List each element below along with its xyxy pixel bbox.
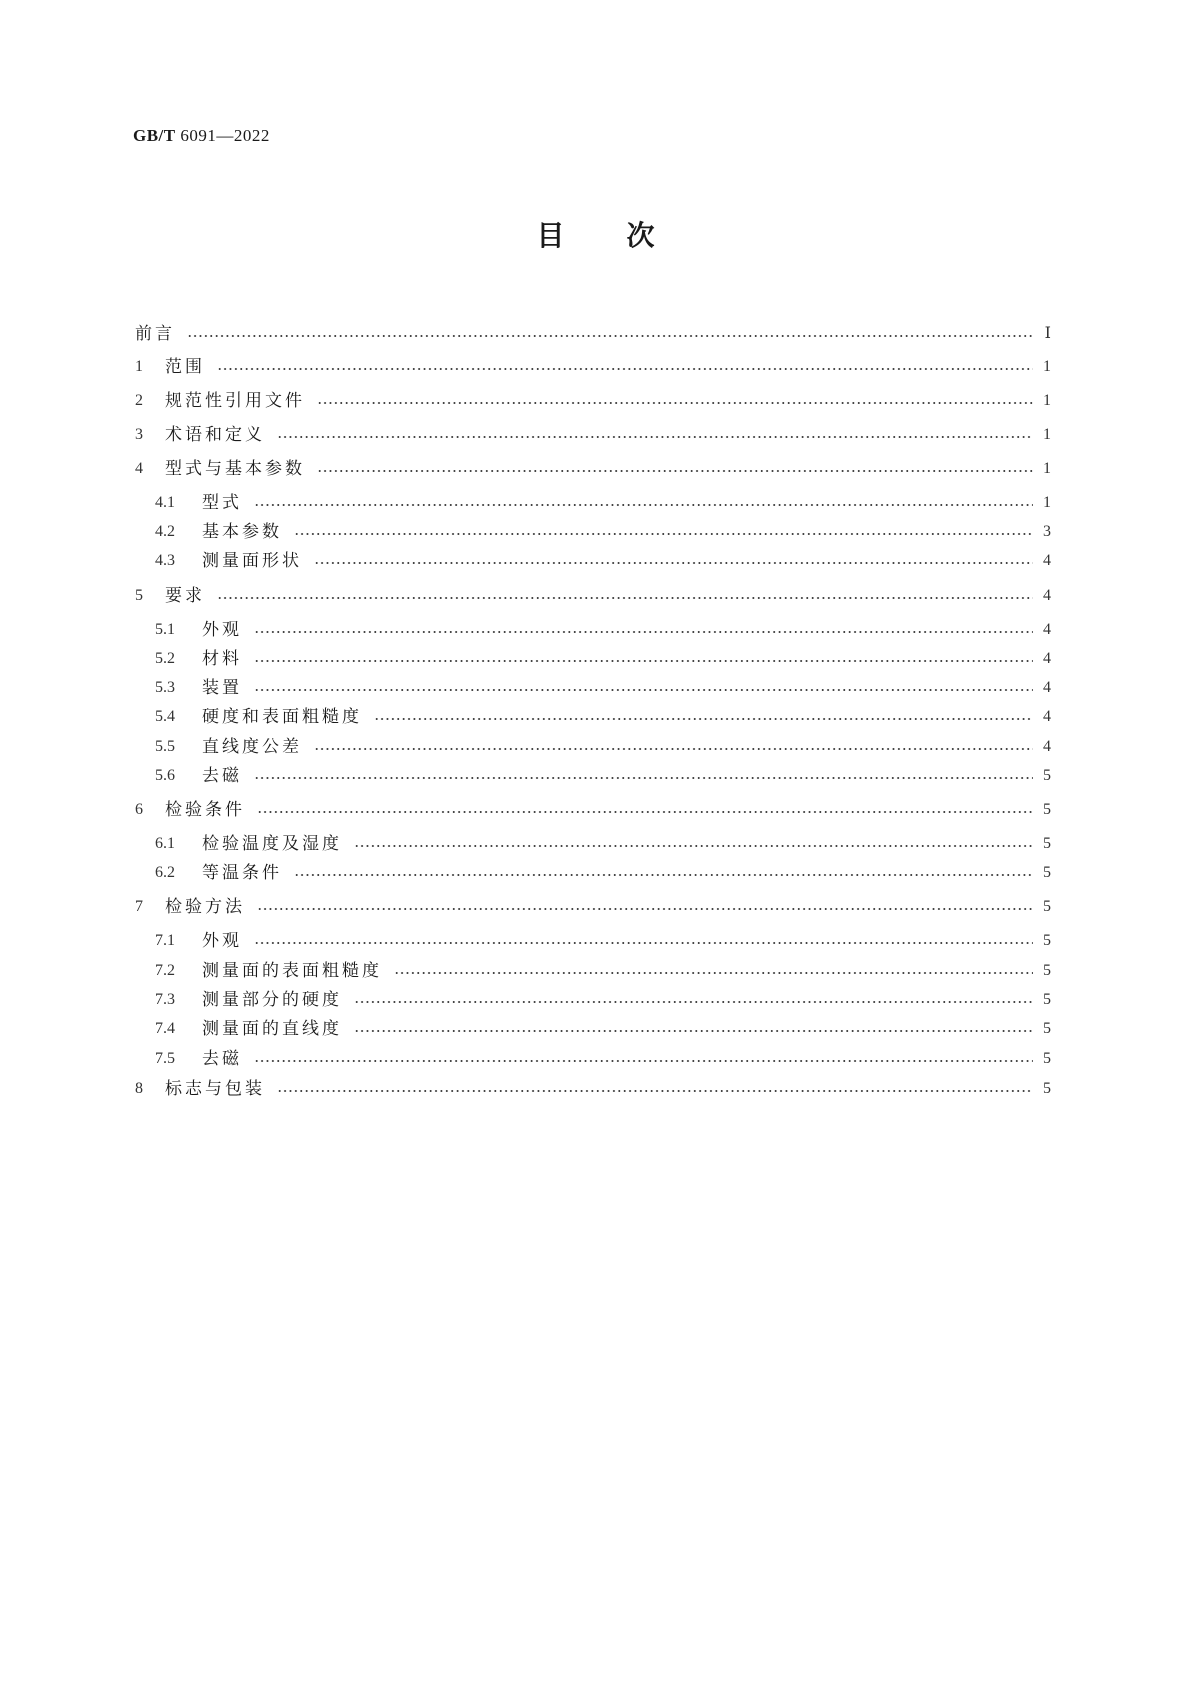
toc-entry-number: 7.4	[155, 1020, 175, 1037]
toc-entry-title: 前言	[135, 324, 175, 344]
toc-entry-title: 测量面的表面粗糙度	[202, 961, 382, 981]
toc-entry[interactable]	[135, 584, 1051, 608]
toc-dot-leader	[374, 718, 1033, 720]
toc-entry[interactable]	[135, 1077, 1051, 1101]
toc-entry[interactable]	[135, 389, 1051, 413]
toc-entry[interactable]	[135, 676, 1051, 700]
toc-dot-leader	[317, 402, 1033, 404]
toc-entry-number: 5.3	[155, 679, 175, 696]
toc-entry-number: 5.1	[155, 621, 175, 638]
toc-entry[interactable]	[135, 647, 1051, 671]
toc-dot-leader	[354, 845, 1033, 847]
toc-entry-number: 5.5	[155, 738, 175, 755]
toc-page-number: 4	[1043, 738, 1051, 755]
toc-dot-leader	[394, 972, 1033, 974]
toc-dot-leader	[254, 942, 1033, 944]
toc-entry-number: 2	[135, 392, 143, 409]
toc-page-number: 3	[1043, 523, 1051, 540]
toc-entry[interactable]	[135, 832, 1051, 856]
toc-entry-title: 去磁	[202, 1049, 242, 1069]
toc-page-number: 4	[1043, 650, 1051, 667]
toc-dot-leader	[277, 436, 1033, 438]
toc-entry[interactable]	[135, 618, 1051, 642]
toc-entry-title: 装置	[202, 678, 242, 698]
toc-entry[interactable]	[135, 895, 1051, 919]
toc-dot-leader	[294, 874, 1033, 876]
toc-dot-leader	[257, 811, 1033, 813]
toc-entry-title: 检验方法	[165, 897, 245, 917]
toc-page-number: 5	[1043, 835, 1051, 852]
document-code	[133, 126, 270, 146]
toc-dot-leader	[257, 908, 1033, 910]
toc-dot-leader	[294, 533, 1033, 535]
toc-entry[interactable]	[135, 1047, 1051, 1071]
toc-entry-number: 6	[135, 801, 143, 818]
toc-dot-leader	[254, 631, 1033, 633]
toc-entry-number: 6.1	[155, 835, 175, 852]
toc-page-number: 5	[1043, 1050, 1051, 1067]
toc-dot-leader	[217, 597, 1033, 599]
toc-entry-number: 5.6	[155, 767, 175, 784]
toc-dot-leader	[317, 470, 1033, 472]
toc-dot-leader	[314, 562, 1033, 564]
toc-entry-title: 去磁	[202, 766, 242, 786]
toc-entry-title: 检验条件	[165, 800, 245, 820]
toc-entry[interactable]	[135, 322, 1051, 346]
toc-entry-title: 测量部分的硬度	[202, 990, 342, 1010]
toc-entry-number: 7.3	[155, 991, 175, 1008]
toc-entry-title: 规范性引用文件	[165, 391, 305, 411]
toc-page-number: Ⅰ	[1044, 325, 1051, 342]
toc-entry[interactable]	[135, 457, 1051, 481]
toc-entry[interactable]	[135, 988, 1051, 1012]
toc-dot-leader	[187, 335, 1033, 337]
toc-entry-number: 5.4	[155, 708, 175, 725]
toc-entry-number: 7.5	[155, 1050, 175, 1067]
toc-page-number: 5	[1043, 932, 1051, 949]
toc-entry[interactable]	[135, 355, 1051, 379]
toc-dot-leader	[354, 1030, 1033, 1032]
toc-entry-number: 4.1	[155, 494, 175, 511]
toc-page-number: 4	[1043, 621, 1051, 638]
toc-dot-leader	[254, 689, 1033, 691]
toc-dot-leader	[254, 660, 1033, 662]
toc-page-number: 4	[1043, 552, 1051, 569]
toc-entry-number: 3	[135, 426, 143, 443]
toc-entry[interactable]	[135, 861, 1051, 885]
toc-entry-number: 4.3	[155, 552, 175, 569]
toc-entry[interactable]	[135, 764, 1051, 788]
toc-entry-title: 检验温度及湿度	[202, 834, 342, 854]
document-code-prefix: GB/T	[133, 126, 176, 145]
toc-page-number: 5	[1043, 898, 1051, 915]
toc-dot-leader	[354, 1001, 1033, 1003]
toc-entry[interactable]	[135, 959, 1051, 983]
toc-entry[interactable]	[135, 549, 1051, 573]
toc-dot-leader	[254, 1060, 1033, 1062]
toc-page-number: 1	[1043, 358, 1051, 375]
toc-entry[interactable]	[135, 1017, 1051, 1041]
toc-entry[interactable]	[135, 735, 1051, 759]
toc-entry[interactable]	[135, 423, 1051, 447]
toc-entry-number: 5.2	[155, 650, 175, 667]
toc-entry-number: 7	[135, 898, 143, 915]
toc-entry-number: 1	[135, 358, 143, 375]
toc-entry-title: 材料	[202, 649, 242, 669]
toc-entry-number: 4	[135, 460, 143, 477]
toc-page-number: 4	[1043, 708, 1051, 725]
toc-page-number: 4	[1043, 587, 1051, 604]
toc-page-number: 4	[1043, 679, 1051, 696]
toc-entry-title: 要求	[165, 586, 205, 606]
toc-page-number: 5	[1043, 801, 1051, 818]
toc-entry-number: 7.1	[155, 932, 175, 949]
toc-dot-leader	[254, 777, 1033, 779]
toc-entry-number: 8	[135, 1080, 143, 1097]
toc-dot-leader	[254, 504, 1033, 506]
toc-entry[interactable]	[135, 929, 1051, 953]
toc-entry-title: 型式	[202, 493, 242, 513]
toc-page-number: 5	[1043, 864, 1051, 881]
toc-entry-number: 7.2	[155, 962, 175, 979]
toc-entry-title: 范围	[165, 357, 205, 377]
toc-entry-title: 硬度和表面粗糙度	[202, 707, 362, 727]
toc-entry[interactable]	[135, 520, 1051, 544]
toc-entry-title: 外观	[202, 931, 242, 951]
toc-dot-leader	[314, 748, 1033, 750]
toc-dot-leader	[277, 1090, 1033, 1092]
toc-entry[interactable]	[135, 491, 1051, 515]
toc-page-number: 1	[1043, 494, 1051, 511]
toc-page-number: 5	[1043, 1020, 1051, 1037]
toc-dot-leader	[217, 368, 1033, 370]
toc-entry-title: 测量面的直线度	[202, 1019, 342, 1039]
toc-entry[interactable]	[135, 705, 1051, 729]
toc-entry-title: 标志与包装	[165, 1079, 265, 1099]
toc-entry-title: 型式与基本参数	[165, 459, 305, 479]
toc-page-number: 5	[1043, 962, 1051, 979]
toc-page-number: 5	[1043, 1080, 1051, 1097]
toc-page-number: 1	[1043, 460, 1051, 477]
toc-entry[interactable]	[135, 798, 1051, 822]
toc-entry-title: 基本参数	[202, 522, 282, 542]
toc-entry-title: 等温条件	[202, 863, 282, 883]
toc-page-number: 1	[1043, 426, 1051, 443]
toc-heading: 目次	[536, 219, 717, 252]
toc-entry-title: 外观	[202, 620, 242, 640]
toc-page-number: 5	[1043, 767, 1051, 784]
toc-entry-title: 测量面形状	[202, 551, 302, 571]
toc-entry-title: 直线度公差	[202, 737, 302, 757]
toc-page-number: 5	[1043, 991, 1051, 1008]
toc-page-number: 1	[1043, 392, 1051, 409]
toc-entry-title: 术语和定义	[165, 425, 265, 445]
toc-entry-number: 6.2	[155, 864, 175, 881]
toc-entry-number: 5	[135, 587, 143, 604]
toc-entry-number: 4.2	[155, 523, 175, 540]
document-code-number: 6091—2022	[180, 126, 270, 145]
